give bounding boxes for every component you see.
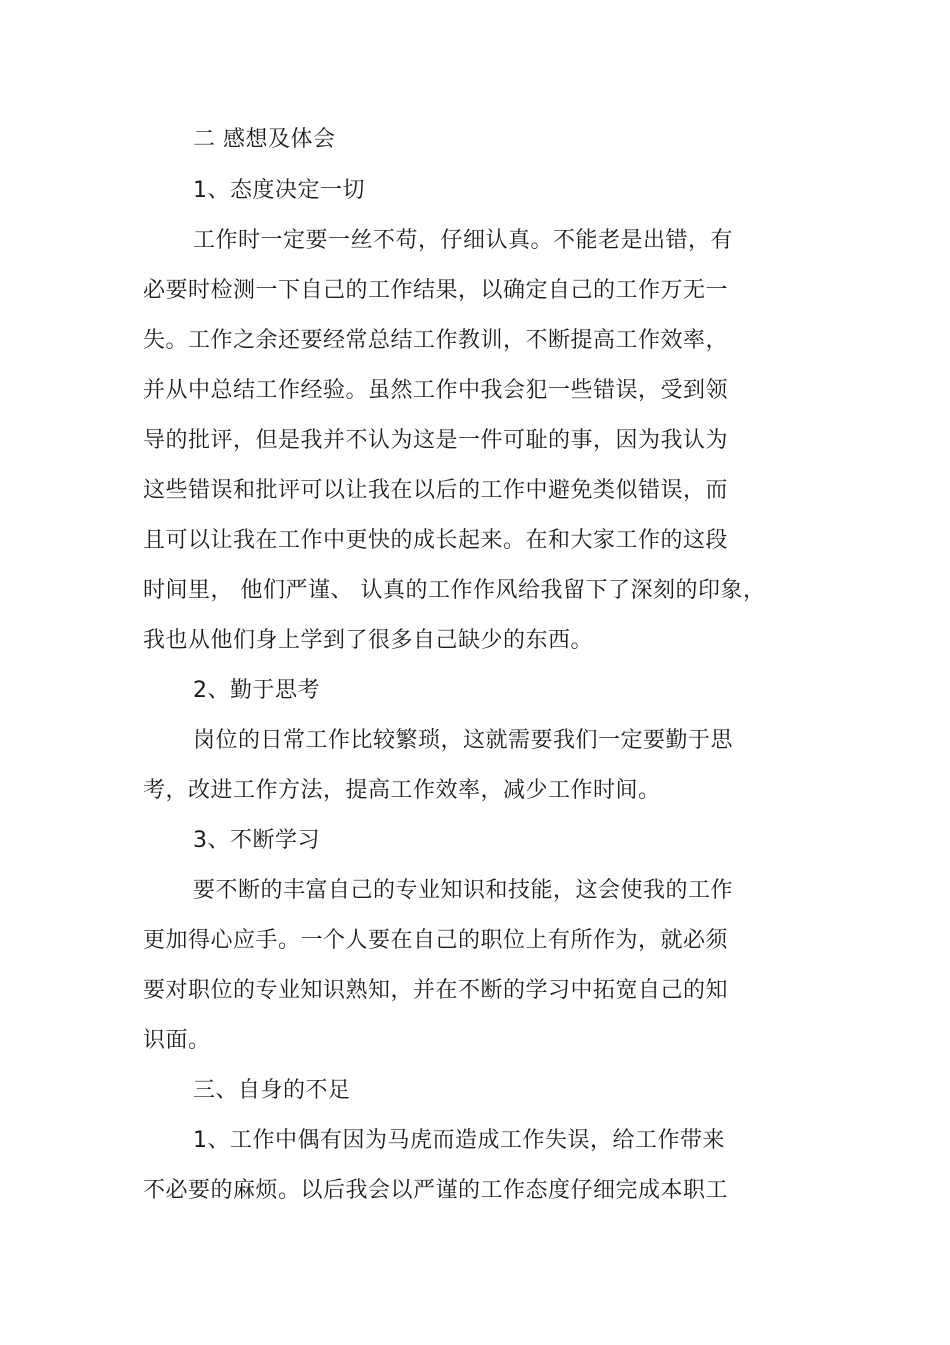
paragraph-line: 必要时检测一下自己的工作结果，以确定自己的工作万无一: [143, 278, 729, 303]
paragraph-line: 要不断的丰富自己的专业知识和技能，这会使我的工作: [193, 878, 734, 903]
paragraph-line: 工作时一定要一丝不苟，仔细认真。不能老是出错，有: [193, 228, 734, 253]
paragraph-line: 1、工作中偶有因为马虎而造成工作失误，给工作带来: [193, 1128, 725, 1153]
subsection-heading: 3、不断学习: [193, 828, 320, 853]
section-heading: 二 感想及体会: [193, 127, 336, 152]
paragraph-line: 不必要的麻烦。以后我会以严谨的工作态度仔细完成本职工: [143, 1178, 729, 1203]
paragraph-line: 这些错误和批评可以让我在以后的工作中避免类似错误，而: [143, 478, 729, 503]
paragraph-line: 我也从他们身上学到了很多自己缺少的东西。: [143, 628, 594, 653]
section-heading: 三、自身的不足: [193, 1078, 351, 1103]
paragraph-line: 导的批评，但是我并不认为这是一件可耻的事，因为我认为: [143, 428, 729, 453]
subsection-heading: 1、态度决定一切: [193, 178, 365, 203]
paragraph-line: 考，改进工作方法，提高工作效率，减少工作时间。: [143, 778, 661, 803]
paragraph-line: 要对职位的专业知识熟知，并在不断的学习中拓宽自己的知: [143, 978, 729, 1003]
paragraph-line: 时间里， 他们严谨、 认真的工作作风给我留下了深刻的印象，: [143, 578, 766, 603]
paragraph-line: 识面。: [143, 1028, 211, 1053]
paragraph-line: 并从中总结工作经验。虽然工作中我会犯一些错误，受到领: [143, 378, 729, 403]
paragraph-line: 失。工作之余还要经常总结工作教训，不断提高工作效率，: [143, 328, 729, 353]
subsection-heading: 2、勤于思考: [193, 678, 320, 703]
paragraph-line: 且可以让我在工作中更快的成长起来。在和大家工作的这段: [143, 528, 729, 553]
paragraph-line: 更加得心应手。一个人要在自己的职位上有所作为，就必须: [143, 928, 729, 953]
paragraph-line: 岗位的日常工作比较繁琐，这就需要我们一定要勤于思: [193, 728, 734, 753]
